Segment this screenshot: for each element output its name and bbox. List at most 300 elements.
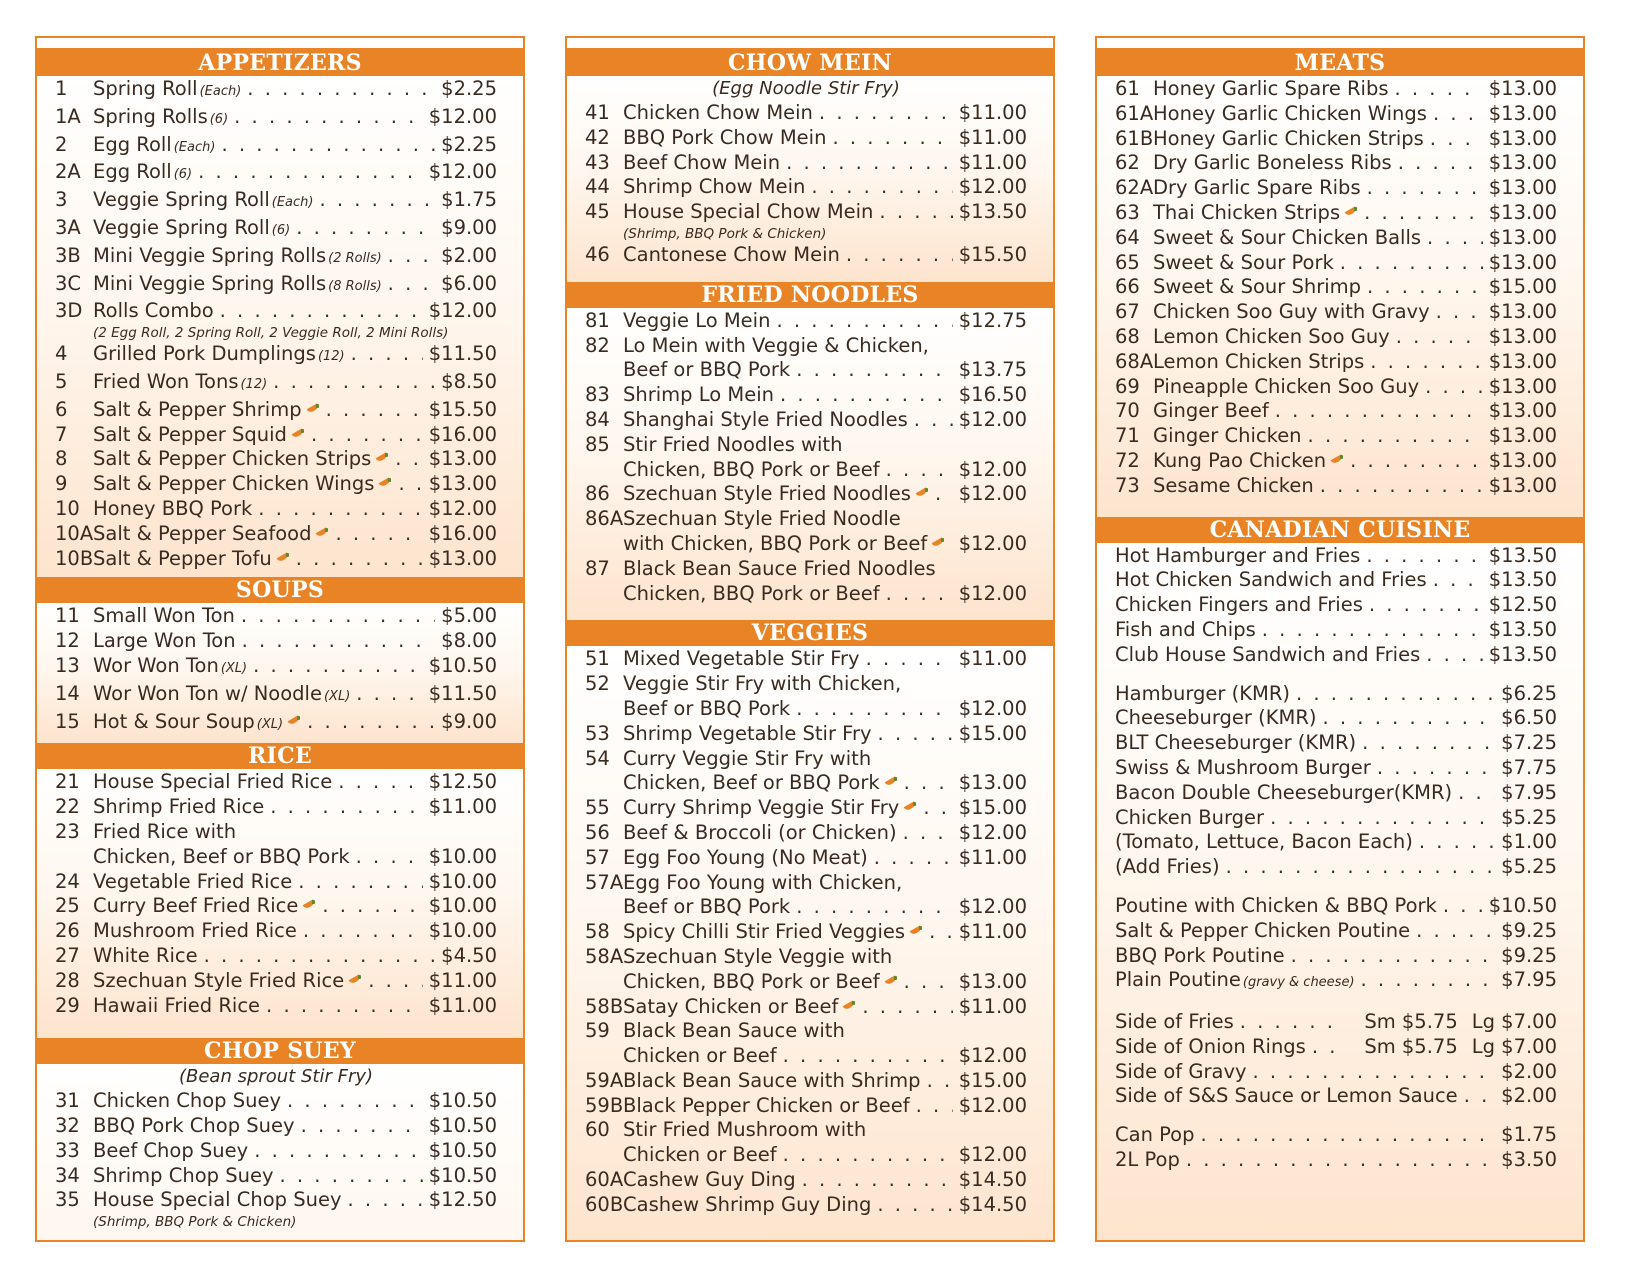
item-number: 21 (55, 770, 80, 794)
menu-item (1115, 731, 1557, 756)
item-price: $12.00 (958, 531, 1027, 555)
dot-leader (1433, 568, 1483, 593)
dot-leader (1433, 102, 1483, 127)
item-price: $13.00 (1488, 225, 1557, 249)
dot-leader (296, 216, 435, 241)
item-name-text: Sweet & Sour Chicken Balls (1153, 225, 1422, 249)
dot-leader (1296, 682, 1495, 707)
menu-item (55, 1139, 497, 1164)
item-name-text: Spring Rolls (93, 104, 208, 128)
item-name-text: Sweet & Sour Pork (1153, 250, 1334, 274)
item-price: $4.50 (441, 943, 497, 967)
menu-item (1115, 1010, 1557, 1035)
menu-item (1115, 424, 1557, 449)
item-name (623, 243, 840, 268)
menu-item (1115, 968, 1557, 996)
menu-item (1115, 568, 1557, 593)
item-number: 60A (585, 1168, 624, 1192)
menu-item (55, 870, 497, 895)
item-name-continued (623, 970, 898, 995)
item-name-text: Hawaii Fried Rice (93, 993, 261, 1017)
item-number: 42 (585, 125, 610, 149)
dot-leader (1398, 151, 1483, 176)
item-number: 73 (1115, 473, 1140, 497)
menu-item (55, 944, 497, 969)
item-number: 84 (585, 407, 610, 431)
item-price: $13.00 (1488, 300, 1557, 324)
item-name-text: Kung Pao Chicken (1153, 448, 1327, 472)
menu-item (585, 1193, 1027, 1218)
item-number: 57 (585, 845, 610, 869)
item-name (623, 482, 929, 507)
chili-pepper-icon (1330, 455, 1344, 467)
item-name-continued (623, 1143, 777, 1168)
item-number: 65 (1115, 250, 1140, 274)
item-number: 14 (55, 681, 80, 705)
item-name-text: Poutine with Chicken & BBQ Pork (1115, 893, 1437, 917)
item-description: (Shrimp, BBQ Pork & Chicken) (93, 1214, 297, 1231)
item-name-cont-text: with Chicken, BBQ Pork or Beef (623, 531, 928, 555)
item-name-continued (623, 895, 790, 920)
dot-leader (951, 532, 953, 557)
dot-leader (298, 870, 422, 895)
menu-item (1115, 1123, 1557, 1148)
item-name (623, 722, 872, 747)
dot-leader (1270, 806, 1495, 831)
item-name (1115, 706, 1317, 731)
item-price: $2.25 (441, 132, 497, 156)
item-price: $11.00 (428, 968, 497, 992)
menu-item (585, 821, 1027, 846)
dot-leader (296, 547, 423, 572)
item-name-text: Shanghai Style Fried Noodles (623, 407, 908, 431)
item-price: $11.50 (428, 681, 497, 705)
dot-leader (1370, 350, 1483, 375)
item-name-text: Salt & Pepper Seafood (93, 521, 312, 545)
item-number: 26 (55, 919, 80, 943)
dot-leader (280, 1164, 423, 1189)
item-number: 29 (55, 993, 80, 1017)
menu-item-continued (585, 970, 1027, 995)
menu-item-continued (585, 895, 1027, 920)
item-name (93, 1089, 281, 1114)
item-price: $12.00 (958, 581, 1027, 605)
item-name-text: Shrimp Vegetable Stir Fry (623, 721, 872, 745)
dot-leader (351, 342, 423, 367)
item-number: 32 (55, 1114, 80, 1138)
dot-leader (914, 408, 953, 433)
item-price: $1.75 (1501, 1123, 1557, 1147)
dot-leader (258, 497, 422, 522)
menu-item (1115, 325, 1557, 350)
item-number: 43 (585, 150, 610, 174)
item-name (93, 944, 198, 969)
item-price: $5.00 (441, 604, 497, 628)
chili-pepper-icon (842, 1001, 856, 1013)
section-body (37, 76, 523, 577)
item-price: $11.00 (958, 920, 1027, 944)
item-name (623, 920, 923, 945)
item-number: 5 (55, 369, 68, 393)
dot-leader (1377, 756, 1495, 781)
item-name (93, 423, 305, 448)
item-price: $12.00 (958, 175, 1027, 199)
item-number: 3D (55, 299, 83, 323)
item-name (93, 547, 290, 572)
menu-item (1115, 855, 1557, 880)
item-name-text: Chicken Soo Guy with Gravy (1153, 300, 1430, 324)
item-name (1115, 682, 1290, 707)
item-number: 86A (585, 507, 624, 531)
item-price: $6.25 (1501, 681, 1557, 705)
item-name-text: BBQ Pork Chop Suey (93, 1114, 295, 1138)
item-price: $13.00 (428, 546, 497, 570)
menu-item (1115, 226, 1557, 251)
item-price: $9.25 (1501, 943, 1557, 967)
item-number: 46 (585, 242, 610, 266)
item-name-cont-text: Chicken, BBQ Pork or Beef (623, 457, 880, 481)
dot-leader (1201, 1123, 1496, 1148)
item-number: 87 (585, 556, 610, 580)
menu-item (55, 994, 497, 1019)
item-name (1115, 855, 1220, 880)
chili-pepper-icon (884, 777, 898, 789)
item-name-text: Hot & Sour Soup (93, 709, 255, 733)
menu-item (585, 747, 1027, 772)
menu-item-continued (585, 582, 1027, 607)
item-name-text: Honey Garlic Chicken Strips (1153, 126, 1424, 150)
dot-leader (1226, 855, 1496, 880)
item-group (1115, 894, 1557, 996)
item-name (1153, 424, 1302, 449)
menu-item (55, 188, 497, 216)
dot-leader (1364, 201, 1483, 226)
menu-item (55, 795, 497, 820)
dot-leader (1291, 944, 1496, 969)
item-name-text: BBQ Pork Chow Mein (623, 125, 827, 149)
dot-leader (1416, 919, 1495, 944)
item-name-text: Small Won Ton (93, 604, 235, 628)
item-name (1115, 1035, 1306, 1060)
item-name-text: Bacon Double Cheeseburger(KMR) (1115, 780, 1453, 804)
item-name-text: Vegetable Fried Rice (93, 869, 293, 893)
item-name-text: 2L Pop (1115, 1148, 1180, 1172)
item-name-text: Curry Beef Fried Rice (93, 894, 299, 918)
item-name (1153, 449, 1344, 474)
menu-item (585, 1118, 1027, 1143)
dot-leader (1426, 643, 1483, 668)
menu-item (585, 871, 1027, 896)
dot-leader (254, 1139, 423, 1164)
item-number: 64 (1115, 225, 1140, 249)
item-price: $13.00 (1488, 250, 1557, 274)
menu-item (585, 672, 1027, 697)
item-name (1115, 1060, 1247, 1085)
menu-item (55, 1164, 497, 1189)
item-name-text: Honey Garlic Spare Ribs (1153, 77, 1389, 100)
item-price: $13.50 (958, 200, 1027, 224)
item-name (93, 994, 260, 1019)
menu-item (55, 820, 497, 845)
item-name-text: Lemon Chicken Strips (1153, 349, 1365, 373)
item-price: $1.75 (441, 188, 497, 212)
item-price: $10.00 (428, 919, 497, 943)
menu-item (1115, 706, 1557, 731)
menu-item (55, 770, 497, 795)
item-name (93, 894, 316, 919)
item-name-text: Lemon Chicken Soo Guy (1153, 324, 1390, 348)
item-number: 10A (55, 521, 94, 545)
item-number: 57A (585, 870, 624, 894)
item-price: $12.00 (958, 457, 1027, 481)
section-subtitle: (Bean sprout Stir Fry) (178, 1066, 374, 1088)
item-name (93, 654, 247, 682)
chili-pepper-icon (378, 478, 392, 490)
menu-item (585, 175, 1027, 200)
menu-item (585, 126, 1027, 151)
item-name (1115, 894, 1437, 919)
item-number: 66 (1115, 275, 1140, 299)
item-name (1115, 1123, 1195, 1148)
item-note: (gravy & cheese) (1242, 975, 1355, 991)
dot-leader (241, 604, 435, 629)
item-name-text: House Special Chop Suey (93, 1188, 342, 1212)
item-name-text: Cashew Guy Ding (623, 1168, 796, 1192)
item-number: 22 (55, 795, 80, 819)
item-note: (Each) (199, 84, 242, 99)
item-price: $11.00 (958, 994, 1027, 1018)
item-number: 34 (55, 1163, 80, 1187)
group-spacer (1115, 880, 1557, 894)
menu-item (585, 433, 1027, 458)
menu-item (585, 1069, 1027, 1094)
menu-item (585, 243, 1027, 268)
menu-item (1115, 1084, 1557, 1109)
item-price: $11.00 (958, 101, 1027, 124)
item-price: $15.50 (428, 397, 497, 421)
item-price: $14.50 (958, 1168, 1027, 1192)
menu-item (1115, 77, 1557, 102)
section-veggies (567, 620, 1053, 1242)
item-price: $13.00 (428, 472, 497, 496)
item-name-text: Chicken Fingers and Fries (1115, 593, 1363, 617)
item-name-cont-text: Chicken or Beef (623, 1143, 777, 1167)
item-number: 53 (585, 721, 610, 745)
item-name (1115, 806, 1264, 831)
item-number: 69 (1115, 374, 1140, 398)
item-name: Stir Fried Mushroom with (623, 1118, 867, 1142)
item-price: $6.00 (441, 271, 497, 295)
item-price: $10.50 (428, 1163, 497, 1187)
item-number: 56 (585, 820, 610, 844)
item-name-text: Club House Sandwich and Fries (1115, 642, 1421, 666)
item-price: $11.00 (428, 795, 497, 819)
menu-item (55, 894, 497, 919)
item-price: $12.50 (1488, 593, 1557, 617)
dot-leader (322, 894, 422, 919)
menu-item (1115, 399, 1557, 424)
item-price: $12.00 (958, 1093, 1027, 1117)
item-number: 12 (55, 629, 80, 653)
dot-leader (1430, 127, 1483, 152)
item-price: $10.00 (428, 844, 497, 868)
item-group (1115, 1123, 1557, 1173)
item-name-text: Black Bean Sauce with Shrimp (623, 1068, 921, 1092)
dot-leader (348, 1188, 423, 1213)
dot-leader (811, 175, 952, 200)
dot-leader (802, 1168, 953, 1193)
item-number: 63 (1115, 200, 1140, 224)
dot-leader (356, 845, 423, 870)
menu-item (55, 299, 497, 324)
item-price: $11.00 (958, 647, 1027, 671)
item-number: 62 (1115, 151, 1140, 175)
dot-leader (1427, 226, 1483, 251)
item-name-text: Beef Chop Suey (93, 1138, 249, 1162)
dot-leader (886, 458, 953, 483)
item-price: $7.95 (1501, 780, 1557, 804)
item-name (93, 795, 264, 820)
item-name-text: Ginger Beef (1153, 399, 1269, 423)
chili-pepper-icon (931, 538, 945, 550)
item-price-small: Sm $5.75 (1364, 1010, 1458, 1034)
menu-item (585, 647, 1027, 672)
menu-item (55, 423, 497, 448)
item-price: $13.00 (1488, 424, 1557, 448)
item-description: (Shrimp, BBQ Pork & Chicken) (623, 225, 827, 242)
item-name (93, 919, 297, 944)
section-subtitle: (Egg Noodle Stir Fry) (712, 78, 900, 99)
item-name-text: Beef Chow Mein (623, 150, 781, 174)
item-name: Veggie Stir Fry with Chicken, (623, 672, 902, 696)
menu-item (585, 557, 1027, 582)
menu-item (585, 101, 1027, 126)
item-name-text: Side of Gravy (1115, 1059, 1247, 1083)
dot-leader (1436, 300, 1483, 325)
dot-leader (311, 423, 423, 448)
menu-item (585, 383, 1027, 408)
item-number: 2 (55, 132, 68, 156)
menu-item (585, 1094, 1027, 1119)
dot-leader (796, 895, 953, 920)
item-price: $11.00 (428, 993, 497, 1017)
menu-item (1115, 781, 1557, 806)
dot-leader (862, 995, 952, 1020)
menu-item-continued (585, 358, 1027, 383)
item-price: $13.00 (1488, 77, 1557, 100)
menu-item (585, 796, 1027, 821)
item-name-continued (623, 358, 790, 383)
group-spacer (1115, 996, 1557, 1010)
item-price: $12.50 (428, 770, 497, 794)
section-body (37, 603, 523, 743)
dot-leader (388, 272, 436, 297)
menu-item (1115, 1060, 1557, 1085)
dot-leader (234, 105, 423, 130)
item-name (623, 1193, 871, 1218)
item-name (1153, 375, 1419, 400)
item-number: 3C (55, 271, 82, 295)
menu-item (55, 522, 497, 547)
item-price: $2.00 (1501, 1059, 1557, 1083)
item-name-text: Egg Roll (93, 132, 172, 156)
section-body (1097, 543, 1583, 1242)
item-number: 85 (585, 432, 610, 456)
item-price: $8.00 (441, 629, 497, 653)
item-name-text: Egg Roll (93, 160, 172, 184)
menu-item (55, 370, 497, 398)
item-price: $7.95 (1501, 968, 1557, 992)
section-rice (37, 743, 523, 1038)
item-price: $13.00 (1488, 349, 1557, 373)
section-header-veggies: VEGGIES (567, 620, 1053, 646)
item-note: (Each) (173, 139, 216, 155)
item-price: $16.00 (428, 422, 497, 446)
item-price: $16.50 (958, 383, 1027, 407)
item-name-text: Black Pepper Chicken or Beef (623, 1093, 910, 1117)
item-description: (2 Egg Roll, 2 Spring Roll, 2 Veggie Roll, 2 Mini Rolls) (93, 325, 449, 342)
item-name (93, 710, 301, 738)
menu-item (55, 969, 497, 994)
item-number: 58 (585, 920, 610, 944)
item-name (1153, 275, 1361, 300)
section-header-fried-noodles: FRIED NOODLES (567, 282, 1053, 308)
menu-item (55, 629, 497, 654)
section-appetizers (37, 50, 523, 577)
item-price: $13.00 (1488, 101, 1557, 125)
item-name (93, 604, 235, 629)
item-name-text: House Special Chow Mein (623, 200, 874, 224)
item-name: Curry Veggie Stir Fry with (623, 746, 872, 770)
item-number: 35 (55, 1188, 80, 1212)
menu-item (55, 272, 497, 300)
dot-leader (1443, 894, 1483, 919)
item-name-text: Salt & Pepper Chicken Strips (93, 447, 372, 471)
menu-item (1115, 894, 1557, 919)
item-price: $12.00 (958, 1044, 1027, 1068)
dot-leader (1464, 1084, 1495, 1109)
menu-item (1115, 127, 1557, 152)
menu-item (55, 604, 497, 629)
item-name (1153, 399, 1269, 424)
item-name (623, 647, 860, 672)
menu-item (585, 309, 1027, 334)
item-price: $13.50 (1488, 568, 1557, 592)
item-name: Black Bean Sauce Fried Noodles (623, 556, 936, 580)
menu-item (1115, 944, 1557, 969)
item-number: 15 (55, 709, 80, 733)
menu-item (1115, 544, 1557, 569)
item-number: 68A (1115, 349, 1154, 373)
item-name (93, 1188, 342, 1213)
item-price: $5.25 (1501, 805, 1557, 829)
chili-pepper-icon (884, 976, 898, 988)
item-name (93, 370, 267, 398)
item-number: 13 (55, 653, 80, 677)
section-body (1097, 76, 1583, 517)
menu-item (585, 334, 1027, 359)
item-note: (6) (173, 167, 193, 183)
item-price: $16.00 (428, 521, 497, 545)
item-name-continued (623, 458, 880, 483)
item-number: 1A (55, 104, 81, 128)
item-number: 61A (1115, 101, 1154, 125)
item-price: $13.00 (1488, 324, 1557, 348)
item-number: 45 (585, 200, 610, 224)
menu-item (585, 945, 1027, 970)
menu-item (585, 995, 1027, 1020)
dot-leader (1240, 1010, 1345, 1035)
